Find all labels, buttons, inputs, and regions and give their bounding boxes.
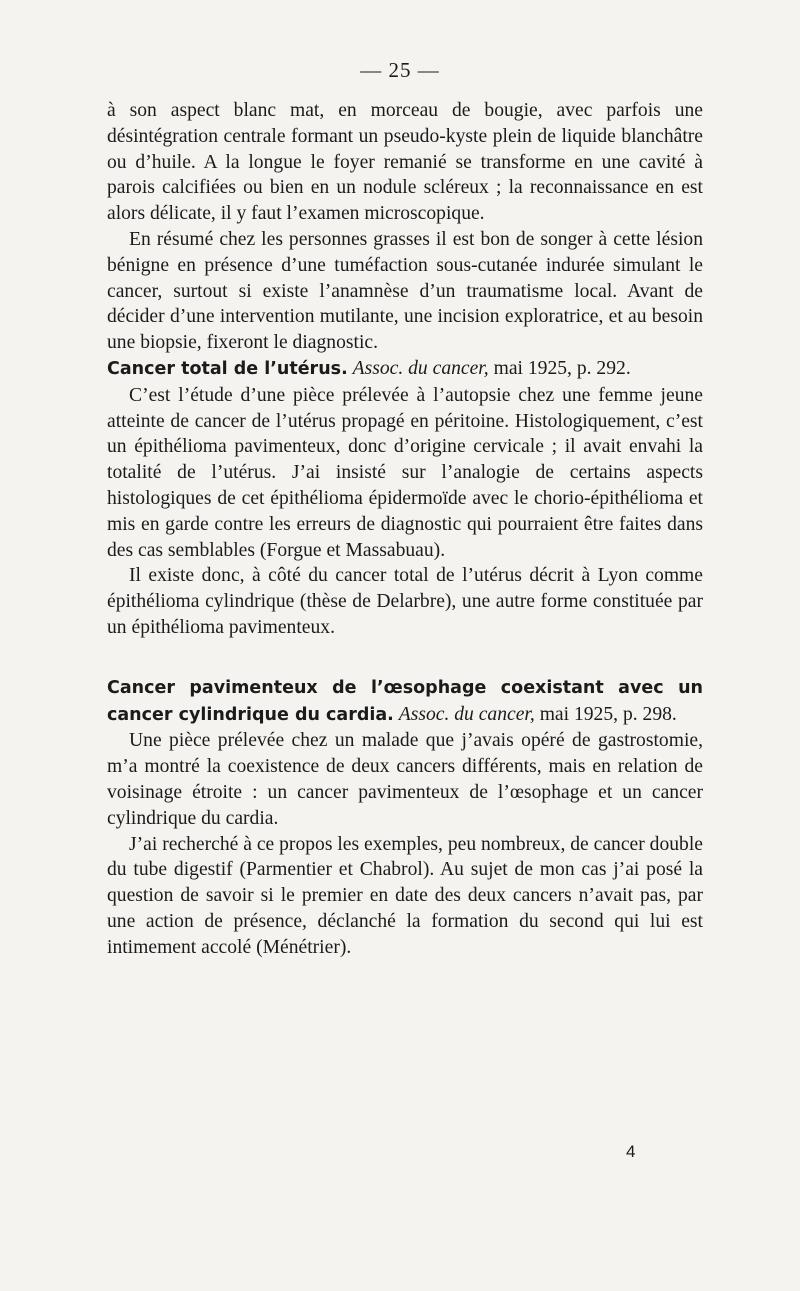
page-body [107,98,703,961]
folio-mark: 4 [626,1142,636,1161]
paragraph: à son aspect blanc mat, en morceau de bougie, avec parfois une désintégration centrale formant un pseudo-kyste plein de liquide blanchâtre ou d’huile. A la longue le foyer remanié se transforme en une cavité à parois calcifiées ou bien en un nodule scléreux ; la reconnaissance en est alors délicate, il y faut l’examen microscopique. [107,100,703,225]
journal-name: Assoc. du cancer, [398,703,535,725]
paragraph: J’ai recherché à ce propos les exemples, peu nombreux, de cancer double du tube digestif (Parmentier et Chabrol). Au sujet de mon cas j’ai posé la question de savoir si le premier en date des deux cancers n’avait pas, par une action de présence, déclanché la formation du second qui lui est intimement accolé (Ménétrier). [107,833,703,958]
section-title-oesophagus [107,675,703,729]
paragraph: C’est l’étude d’une pièce prélevée à l’autopsie chez une femme jeune atteinte de cancer de l’utérus propagé en péritoine. Histologiquement, c’est un épithélioma pavimenteux, donc d’origine cervicale ; il avait envahi la totalité de l’utérus. J’ai insisté sur l’analogie de certains aspects histologiques de cet épithélioma épidermoïde avec le chorio-épithélioma et mis en garde contre les erreurs de diagnostic qui pourraient être faites dans des cas semblables (Forgue et Massabuau). [107,384,703,561]
citation-date: mai 1925, p. 292. [493,357,631,379]
page-number: — 25 — [360,58,440,82]
paragraph: Une pièce prélevée chez un malade que j’avais opéré de gastrostomie, m’a montré la coexistence de deux cancers différents, mais en relation de voisinage étroite : un cancer pavimenteux de l’œsophage et un cancer cylindrique du cardia. [107,730,703,829]
journal-name: Assoc. du cancer, [352,357,489,379]
section-heading: Cancer pavimenteux de l’œsophage coexistant avec un cancer cylindrique du cardia. [107,677,703,725]
paragraph: En résumé chez les personnes grasses il est bon de songer à cette lésion bénigne en présence d’une tuméfaction sous-cutanée indurée simulant le cancer, surtout si existe l’anamnèse d’un traumatisme local. Avant de décider d’une intervention mutilante, une incision exploratrice, et au besoin une biopsie, fixeront le diagnostic. [107,228,703,354]
citation-date: mai 1925, p. 298. [539,703,677,725]
paragraph: Il existe donc, à côté du cancer total de l’utérus décrit à Lyon comme épithélioma cylindrique (thèse de Delarbre), une autre forme constituée par un épithélioma pavimenteux. [107,565,703,638]
section-heading: Cancer total de l’utérus. [107,358,348,379]
section-title-uterus [107,356,703,383]
